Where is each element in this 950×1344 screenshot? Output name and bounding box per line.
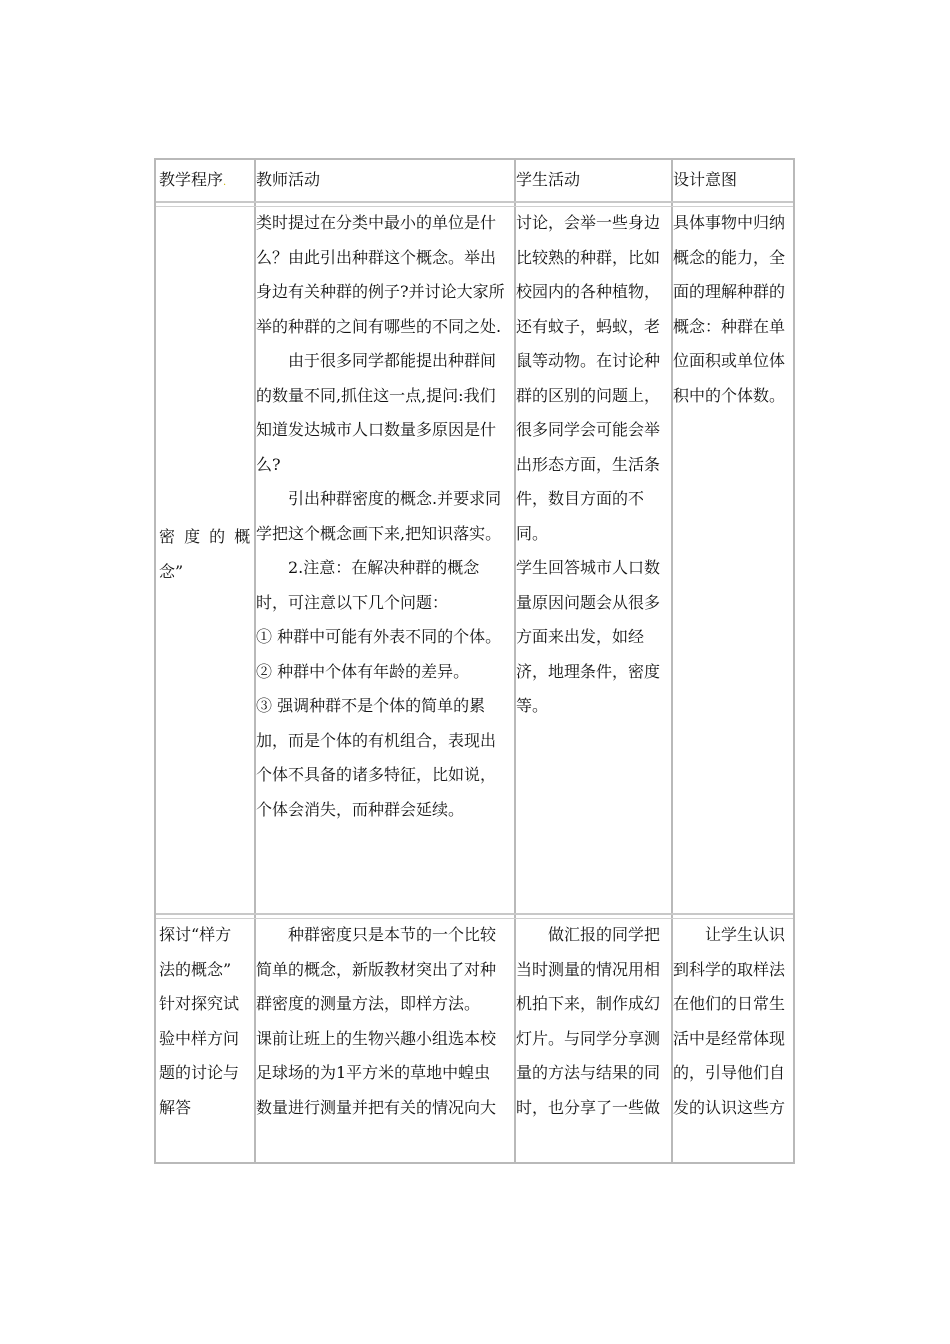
row2-procedure-line: 题的讨论与 bbox=[159, 1063, 240, 1082]
row1-procedure-line: 密 度 的 概 bbox=[159, 527, 253, 546]
row2-procedure-line: 针对探究试 bbox=[159, 994, 240, 1013]
row2-student-line: 时，也分享了一些做 bbox=[516, 1097, 661, 1117]
row2-procedure-line: 探讨“样方 bbox=[159, 925, 232, 944]
row1-design-line: 积中的个体数。 bbox=[673, 385, 786, 405]
row2-design-line: 活中是经常体现 bbox=[673, 1028, 786, 1048]
row2-design-line: 到科学的取样法 bbox=[673, 959, 786, 979]
row1-student-line: 鼠等动物。在讨论种 bbox=[516, 351, 661, 370]
row1-student-line: 群的区别的问题上， bbox=[516, 385, 661, 405]
row1-student-line: 很多同学会可能会举 bbox=[516, 420, 661, 439]
row2-student-line: 量的方法与结果的同 bbox=[516, 1063, 661, 1082]
row1-teacher-line: 学把这个概念画下来,把知识落实。 bbox=[256, 523, 502, 543]
row2-procedure-line: 法的概念” bbox=[159, 959, 232, 979]
row1-design-line: 概念的能力，全 bbox=[673, 247, 786, 267]
row1-teacher-line: ② 种群中个体有年龄的差异。 bbox=[256, 661, 470, 681]
row1-teacher-line: 类时提过在分类中最小的单位是什 bbox=[256, 213, 497, 232]
row1-student-line: 学生回答城市人口数 bbox=[516, 558, 661, 577]
row2-design bbox=[673, 918, 795, 1125]
row2-procedure bbox=[159, 918, 253, 1125]
row1-teacher-line: 加，而是个体的有机组合，表现出 bbox=[256, 730, 497, 750]
row2-teacher bbox=[256, 918, 514, 1125]
row1-teacher-line: 举的种群的之间有哪些的不同之处. bbox=[256, 316, 502, 336]
row1-student-line: 济，地理条件，密度 bbox=[516, 661, 661, 681]
row1-student-line: 同。 bbox=[516, 523, 549, 543]
row2-procedure-line: 验中样方问 bbox=[159, 1028, 240, 1048]
row1-design-line: 概念：种群在单 bbox=[673, 316, 786, 336]
row2-student-line: 灯片。与同学分享测 bbox=[516, 1028, 661, 1048]
row1-student-line: 量原因问题会从很多 bbox=[516, 592, 661, 612]
row1-student-line: 方面来出发，如经 bbox=[516, 627, 645, 646]
row1-procedure-line: 念” bbox=[159, 561, 184, 581]
row1-design-line: 位面积或单位体 bbox=[673, 351, 786, 370]
header-procedure-label: 教学程序 bbox=[159, 170, 224, 189]
row2-student-line: 做汇报的同学把 bbox=[516, 925, 661, 944]
row1-student-line: 校园内的各种植物， bbox=[516, 282, 661, 301]
header-procedure bbox=[159, 165, 226, 198]
row1-teacher-line: ① 种群中可能有外表不同的个体。 bbox=[256, 627, 502, 646]
row2-design-line: 在他们的日常生 bbox=[673, 994, 786, 1013]
yellow-marker: . bbox=[223, 177, 227, 188]
row1-student-line: 出形态方面，生活条 bbox=[516, 454, 661, 474]
header-teacher: 教师活动 bbox=[256, 170, 321, 189]
row1-teacher bbox=[256, 206, 514, 827]
row1-teacher-line: 时，可注意以下几个问题： bbox=[256, 592, 449, 612]
row2-teacher-line: 群密度的测量方法，即样方法。 bbox=[256, 994, 481, 1013]
row1-design-line: 具体事物中归纳 bbox=[673, 213, 786, 232]
row1-student-line: 件，数目方面的不 bbox=[516, 489, 645, 508]
lesson-plan-table bbox=[154, 158, 795, 1164]
row2-teacher-line: 种群密度只是本节的一个比较 bbox=[256, 925, 497, 944]
row1-teacher-line: 么？由此引出种群这个概念。举出 bbox=[256, 247, 497, 267]
row1-procedure bbox=[159, 520, 253, 589]
row1-teacher-line: 个体会消失，而种群会延续。 bbox=[256, 799, 465, 819]
row1-student-line: 比较熟的种群，比如 bbox=[516, 247, 661, 267]
row1-teacher-line: 个体不具备的诸多特征，比如说， bbox=[256, 765, 497, 784]
row1-teacher-line: 知道发达城市人口数量多原因是什 bbox=[256, 420, 497, 439]
row-divider bbox=[156, 913, 793, 915]
row1-teacher-line: 么? bbox=[256, 454, 281, 474]
row1-teacher-line: 引出种群密度的概念.并要求同 bbox=[256, 489, 502, 508]
row1-teacher-line: 由于很多同学都能提出种群间 bbox=[256, 351, 497, 370]
row2-design-line: 发的认识这些方 bbox=[673, 1097, 786, 1117]
row2-teacher-line: 足球场的为1平方米的草地中蝗虫 bbox=[256, 1063, 491, 1082]
row1-student-line: 等。 bbox=[516, 696, 549, 715]
header-divider bbox=[156, 201, 793, 203]
row2-design-line: 的，引导他们自 bbox=[673, 1063, 786, 1082]
row1-design-line: 面的理解种群的 bbox=[673, 282, 786, 301]
header-student: 学生活动 bbox=[516, 170, 581, 189]
row1-student bbox=[516, 206, 671, 724]
row1-teacher-line: 身边有关种群的例子?并讨论大家所 bbox=[256, 282, 505, 301]
row2-procedure-line: 解答 bbox=[159, 1097, 192, 1117]
row2-teacher-line: 课前让班上的生物兴趣小组选本校 bbox=[256, 1028, 497, 1048]
row2-design-line: 让学生认识 bbox=[673, 925, 786, 944]
row2-teacher-line: 数量进行测量并把有关的情况向大 bbox=[256, 1097, 497, 1117]
row1-design bbox=[673, 206, 795, 413]
row2-teacher-line: 简单的概念，新版教材突出了对种 bbox=[256, 959, 497, 979]
row2-student-line: 当时测量的情况用相 bbox=[516, 959, 661, 979]
row1-teacher-line: 的数量不同,抓住这一点,提问:我们 bbox=[256, 385, 496, 405]
row1-teacher-line: 2.注意：在解决种群的概念 bbox=[256, 558, 480, 577]
row2-student-line: 机拍下来，制作成幻 bbox=[516, 994, 661, 1013]
header-design: 设计意图 bbox=[673, 170, 738, 189]
row1-student-line: 讨论，会举一些身边 bbox=[516, 213, 661, 232]
row2-student bbox=[516, 918, 671, 1125]
row1-student-line: 还有蚊子，蚂蚁，老 bbox=[516, 316, 661, 336]
row1-teacher-line: ③ 强调种群不是个体的简单的累 bbox=[256, 696, 486, 715]
